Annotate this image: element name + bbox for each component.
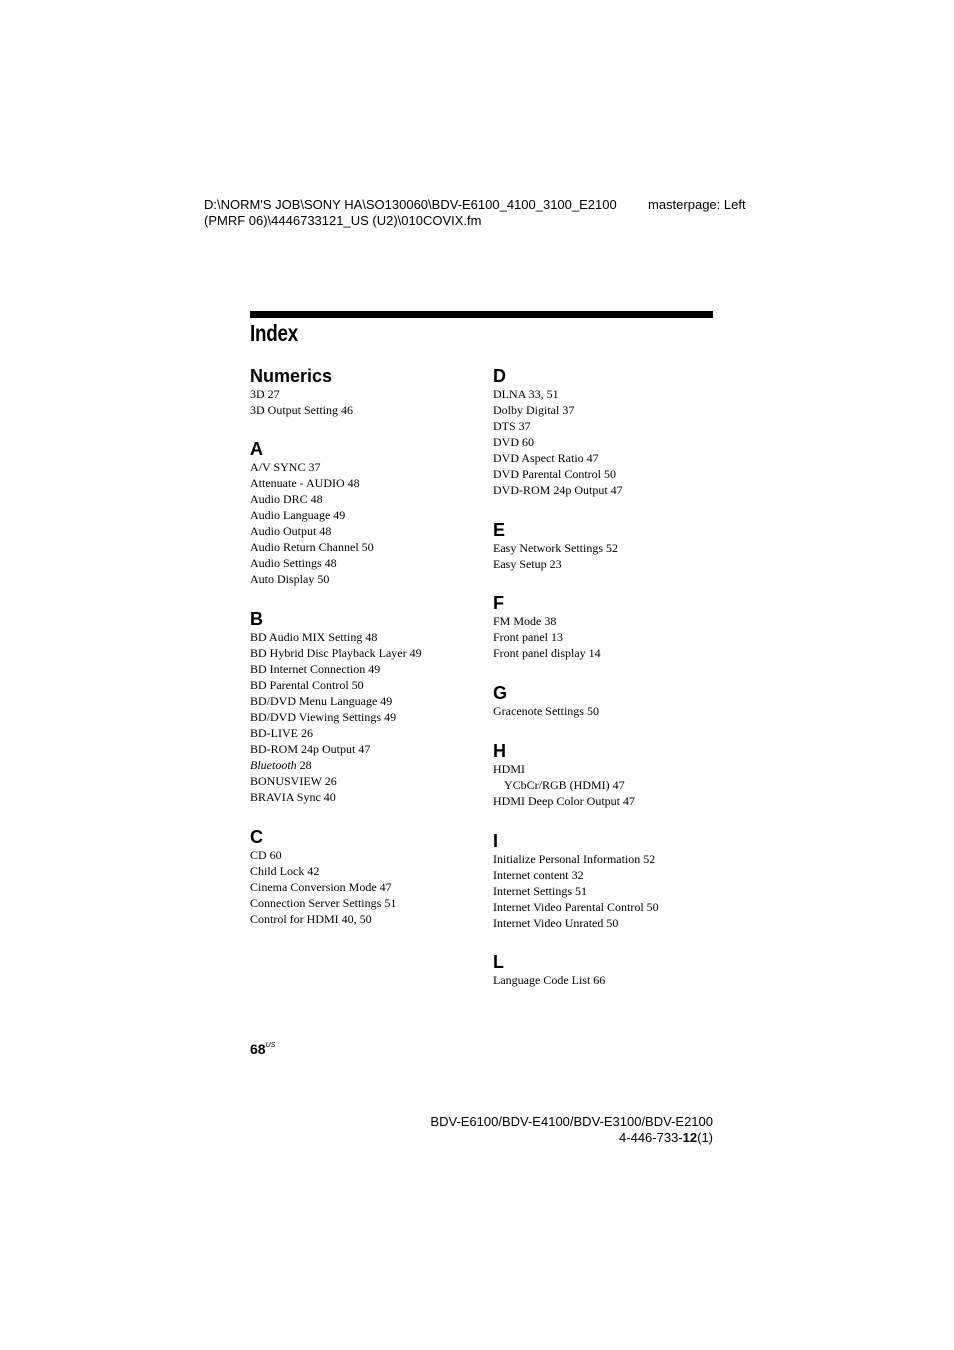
footer-models: BDV-E6100/BDV-E4100/BDV-E3100/BDV-E2100 xyxy=(430,1114,713,1129)
footer xyxy=(430,1114,713,1146)
index-entry: Front panel display 14 xyxy=(493,646,601,660)
index-entry: BD Audio MIX Setting 48 xyxy=(250,630,378,644)
file-path-line-1: D:\NORM'S JOB\SONY HA\SO130060\BDV-E6100_4100_3100_E2100 xyxy=(204,197,617,212)
index-section xyxy=(250,827,480,927)
index-entry: BD Hybrid Disc Playback Layer 49 xyxy=(250,646,422,660)
index-entry: Gracenote Settings 50 xyxy=(493,704,599,718)
index-entry: Control for HDMI 40, 50 xyxy=(250,912,372,926)
index-entry xyxy=(250,757,480,773)
index-entry: BD Parental Control 50 xyxy=(250,678,364,692)
index-entry: HDMI Deep Color Output 47 xyxy=(493,794,635,808)
index-entry: Language Code List 66 xyxy=(493,973,606,987)
index-entry: Audio Return Channel 50 xyxy=(250,540,374,554)
index-entry: Auto Display 50 xyxy=(250,572,330,586)
index-entry: DTS 37 xyxy=(493,419,531,433)
index-entry: BD Internet Connection 49 xyxy=(250,662,381,676)
index-entry: DVD 60 xyxy=(493,435,534,449)
index-entry: Attenuate - AUDIO 48 xyxy=(250,476,360,490)
section-heading: A xyxy=(250,439,263,459)
index-entry: BD/DVD Viewing Settings 49 xyxy=(250,710,397,724)
file-path-line-2: (PMRF 06)\4446733121_US (U2)\010COVIX.fm xyxy=(204,213,482,228)
index-entry: Cinema Conversion Mode 47 xyxy=(250,880,392,894)
index-section xyxy=(250,609,480,805)
index-entry: BD-LIVE 26 xyxy=(250,726,313,740)
footer-code-bold: 12 xyxy=(682,1130,698,1145)
index-section xyxy=(493,366,723,498)
index-entry: Easy Network Settings 52 xyxy=(493,541,618,555)
index-entry: Audio DRC 48 xyxy=(250,492,323,506)
file-path-header xyxy=(204,197,617,229)
index-entry: 3D 27 xyxy=(250,387,280,401)
section-heading: I xyxy=(493,831,499,851)
section-heading: B xyxy=(250,609,263,629)
index-entry: BD/DVD Menu Language 49 xyxy=(250,694,393,708)
index-entry: FM Mode 38 xyxy=(493,614,557,628)
index-entry: Dolby Digital 37 xyxy=(493,403,575,417)
index-entry: DVD Aspect Ratio 47 xyxy=(493,451,599,465)
index-section xyxy=(250,366,480,418)
section-heading: E xyxy=(493,520,506,540)
footer-code-prefix: 4-446-733- xyxy=(619,1130,683,1145)
index-section xyxy=(493,952,723,988)
section-heading: D xyxy=(493,366,506,386)
page-number xyxy=(250,1041,275,1057)
index-entry: Audio Language 49 xyxy=(250,508,346,522)
index-entry: Front panel 13 xyxy=(493,630,563,644)
index-entry-page: 28 xyxy=(296,758,312,772)
index-entry: A/V SYNC 37 xyxy=(250,460,321,474)
index-entry: Internet content 32 xyxy=(493,868,584,882)
index-entry: BONUSVIEW 26 xyxy=(250,774,337,788)
index-section xyxy=(493,831,723,931)
page-number-suffix: US xyxy=(265,1042,276,1049)
index-entry: Internet Settings 51 xyxy=(493,884,587,898)
title-rule xyxy=(250,311,713,318)
section-heading: L xyxy=(493,952,504,972)
masterpage-label: masterpage: Left xyxy=(648,197,746,212)
footer-code xyxy=(430,1130,713,1146)
footer-code-suffix: (1) xyxy=(697,1130,713,1145)
page-title: Index xyxy=(250,320,299,346)
index-entry-italic-term: Bluetooth xyxy=(250,758,297,772)
index-entry: DLNA 33, 51 xyxy=(493,387,559,401)
index-entry: Internet Video Unrated 50 xyxy=(493,916,619,930)
index-entry: CD 60 xyxy=(250,848,282,862)
index-section xyxy=(250,439,480,587)
index-entry: BRAVIA Sync 40 xyxy=(250,790,336,804)
index-entry: DVD Parental Control 50 xyxy=(493,467,616,481)
index-entry: Internet Video Parental Control 50 xyxy=(493,900,659,914)
index-entry: BD-ROM 24p Output 47 xyxy=(250,742,371,756)
index-entry: Easy Setup 23 xyxy=(493,557,562,571)
index-entry: Audio Settings 48 xyxy=(250,556,337,570)
index-section xyxy=(493,741,723,809)
section-heading: F xyxy=(493,593,504,613)
page-number-value: 68 xyxy=(250,1041,266,1057)
index-entry: Initialize Personal Information 52 xyxy=(493,852,656,866)
index-section xyxy=(493,520,723,572)
index-entry: YCbCr/RGB (HDMI) 47 xyxy=(504,778,625,792)
index-entry: Audio Output 48 xyxy=(250,524,332,538)
index-entry: Child Lock 42 xyxy=(250,864,320,878)
index-entry: 3D Output Setting 46 xyxy=(250,403,354,417)
index-entry: DVD-ROM 24p Output 47 xyxy=(493,483,623,497)
index-entry: HDMI xyxy=(493,762,525,776)
section-heading: G xyxy=(493,683,508,703)
section-heading: C xyxy=(250,827,263,847)
section-heading: H xyxy=(493,741,506,761)
section-heading: Numerics xyxy=(250,366,333,386)
index-entry: Connection Server Settings 51 xyxy=(250,896,397,910)
index-section xyxy=(493,683,723,719)
index-section xyxy=(493,593,723,661)
